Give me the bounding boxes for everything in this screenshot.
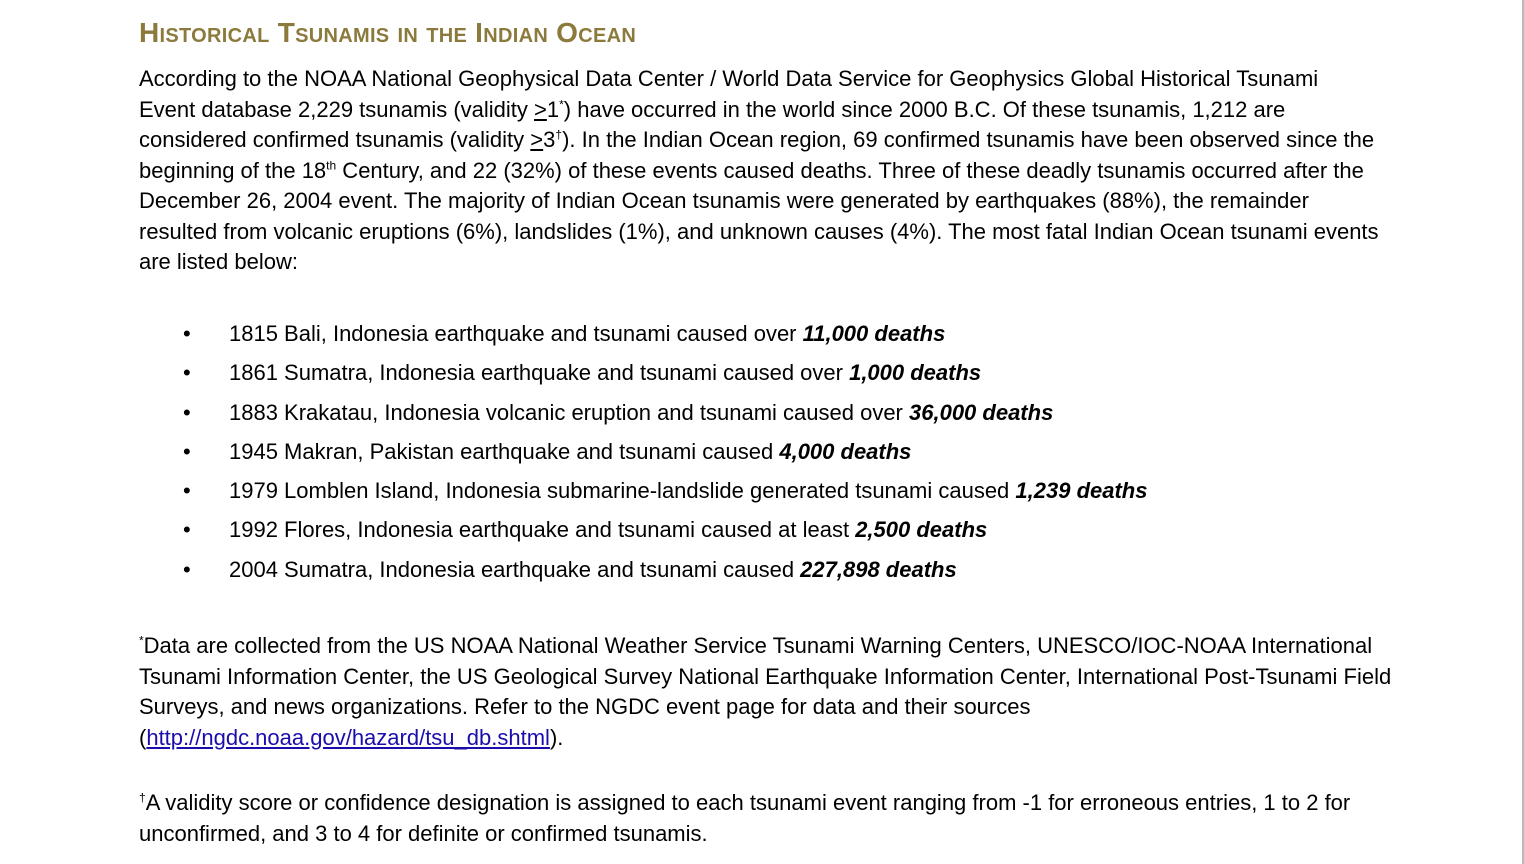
ge-symbol: > [534,96,547,122]
death-count: 227,898 deaths [800,556,957,582]
ordinal-suffix: th [326,158,337,173]
intro-text: 3 [543,127,556,152]
death-count: 36,000 deaths [909,399,1054,425]
intro-paragraph [139,64,1379,278]
bullet-icon: • [183,399,191,425]
intro-text: 1 [546,96,560,122]
footnote-marker: * [559,97,564,112]
bullet-icon: • [183,438,191,464]
footnote-text: Data are collected from the US NOAA National Weather Service Tsunami Warning Centers, UNESCO/IOC-NOAA International Tsunami Information Center, the US Geological Survey National Earthquake Information Center, International Post-Tsunami Field Surveys, and news organizations. Refer to the NGDC event page for data and their sources ( [139,633,1392,750]
page-title: Historical Tsunamis in the Indian Ocean [139,17,637,48]
event-description: 1979 Lomblen Island, Indonesia submarine-landslide generated tsunami caused [229,478,1016,504]
death-count: 1,000 deaths [849,360,982,386]
death-count: 4,000 deaths [779,438,912,464]
event-description: 1945 Makran, Pakistan earthquake and tsunami caused [229,438,780,464]
footnote-data-sources [139,631,1399,753]
bullet-icon: • [183,556,191,582]
intro-text: Century, and 22 (32%) of these events caused deaths. Three of these deadly tsunamis occurred after the December 26, 2004 event. The majority of Indian Ocean tsunamis were generated by earthquakes (88%), the remainder resulted from volcanic eruptions (6%), landslides (1%), and unknown causes (4%). The most fatal Indian Ocean tsunami events are listed below: [139,157,1379,274]
footnote-marker: * [139,633,144,648]
ngdc-link[interactable]: http://ngdc.noaa.gov/hazard/tsu_db.shtml [146,724,550,750]
event-description: 1861 Sumatra, Indonesia earthquake and tsunami caused over [229,360,850,386]
bullet-icon: • [183,478,191,504]
intro-text: ). In the Indian Ocean region, 69 confirmed tsunamis have been observed since the beginning of the 18 [139,127,1375,183]
footnote-marker: † [555,127,563,142]
event-description: 2004 Sumatra, Indonesia earthquake and tsunami caused [229,556,801,582]
bullet-icon: • [183,360,191,386]
ge-symbol: > [530,127,544,152]
death-count: 11,000 deaths [802,321,946,346]
footnote-marker: † [139,790,146,805]
bullet-icon: • [183,321,191,346]
event-description: 1992 Flores, Indonesia earthquake and tsunami caused at least [229,517,856,543]
event-description: 1883 Krakatau, Indonesia volcanic eruption and tsunami caused over [229,399,909,425]
intro-text: According to the NOAA National Geophysical Data Center / World Data Service for Geophysics Global Historical Tsunami Event database 2,229 tsunamis (validity [139,66,1319,122]
death-count: 1,239 deaths [1015,478,1148,504]
event-description: 1815 Bali, Indonesia earthquake and tsunami caused over [229,321,803,346]
footnote-text-end: ). [549,724,564,750]
death-count: 2,500 deaths [855,517,988,543]
bullet-icon: • [183,517,191,543]
intro-text: ) have occurred in the world since 2000 B.C. Of these tsunamis, 1,212 are considered confirmed tsunamis (validity [139,96,1286,152]
footnote-validity [139,788,1399,849]
footnote-text: A validity score or confidence designation is assigned to each tsunami event ranging from -1 for erroneous entries, 1 to 2 for unconfirmed, and 3 to 4 for definite or confirmed tsunamis. [139,790,1351,846]
